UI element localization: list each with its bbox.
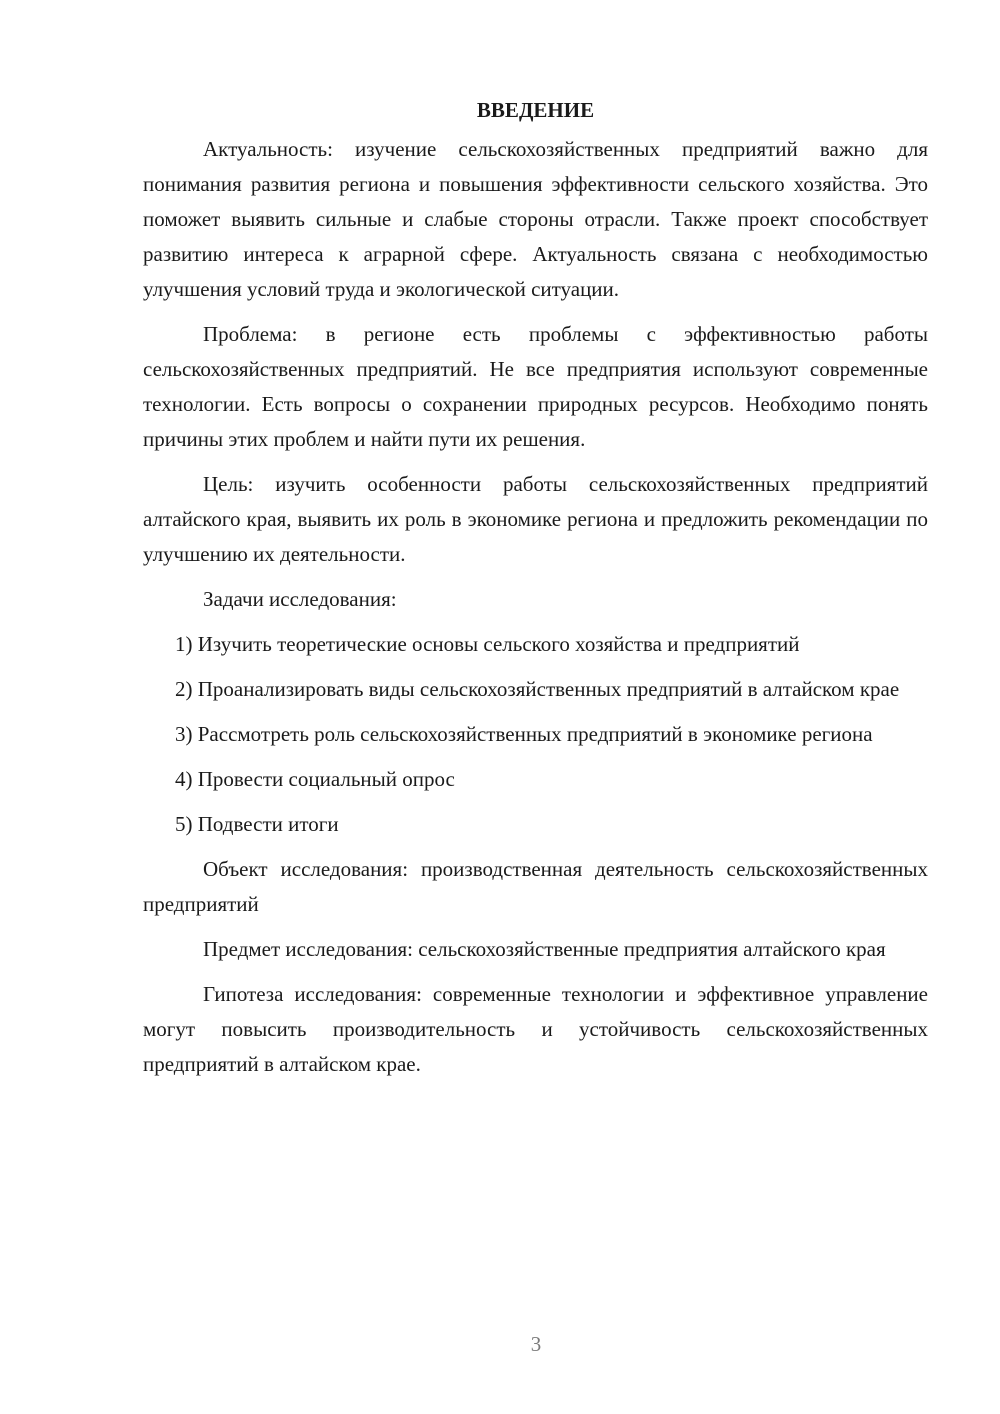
paragraph-goal: Цель: изучить особенности работы сельскохозяйственных предприятий алтайского края, выявить их роль в экономике региона и предложить рекомендации по улучшению их деятельности. xyxy=(143,472,928,566)
tasks-list xyxy=(143,627,928,842)
paragraph-subject: Предмет исследования: сельскохозяйственные предприятия алтайского края xyxy=(203,937,886,961)
list-item: 5) Подвести итоги xyxy=(175,812,339,836)
list-item: 1) Изучить теоретические основы сельского хозяйства и предприятий xyxy=(175,632,800,656)
list-item: 2) Проанализировать виды сельскохозяйственных предприятий в алтайском крае xyxy=(175,677,900,701)
page-number: 3 xyxy=(530,1332,542,1356)
document-body xyxy=(143,93,928,1092)
paragraph-relevance: Актуальность: изучение сельскохозяйственных предприятий важно для понимания развития региона и повышения эффективности сельского хозяйства. Это поможет выявить сильные и слабые стороны отрасли. Также проект способствует развитию интереса к аграрной сфере. Актуальность связана с необходимостью улучшения условий труда и экологической ситуации. xyxy=(143,137,928,301)
section-title: ВВЕДЕНИЕ xyxy=(476,98,595,122)
tasks-heading: Задачи исследования: xyxy=(203,587,397,611)
paragraph-problem: Проблема: в регионе есть проблемы с эффективностью работы сельскохозяйственных предприятий. Не все предприятия используют современные технологии. Есть вопросы о сохранении природных ресурсов. Необходимо понять причины этих проблем и найти пути их решения. xyxy=(143,322,928,451)
paragraph-hypothesis: Гипотеза исследования: современные технологии и эффективное управление могут повысить производительность и устойчивость сельскохозяйственных предприятий в алтайском крае. xyxy=(143,982,928,1076)
list-item: 4) Провести социальный опрос xyxy=(175,767,455,791)
list-item: 3) Рассмотреть роль сельскохозяйственных предприятий в экономике региона xyxy=(175,722,873,746)
paragraph-object: Объект исследования: производственная деятельность сельскохозяйственных предприятий xyxy=(143,857,928,916)
